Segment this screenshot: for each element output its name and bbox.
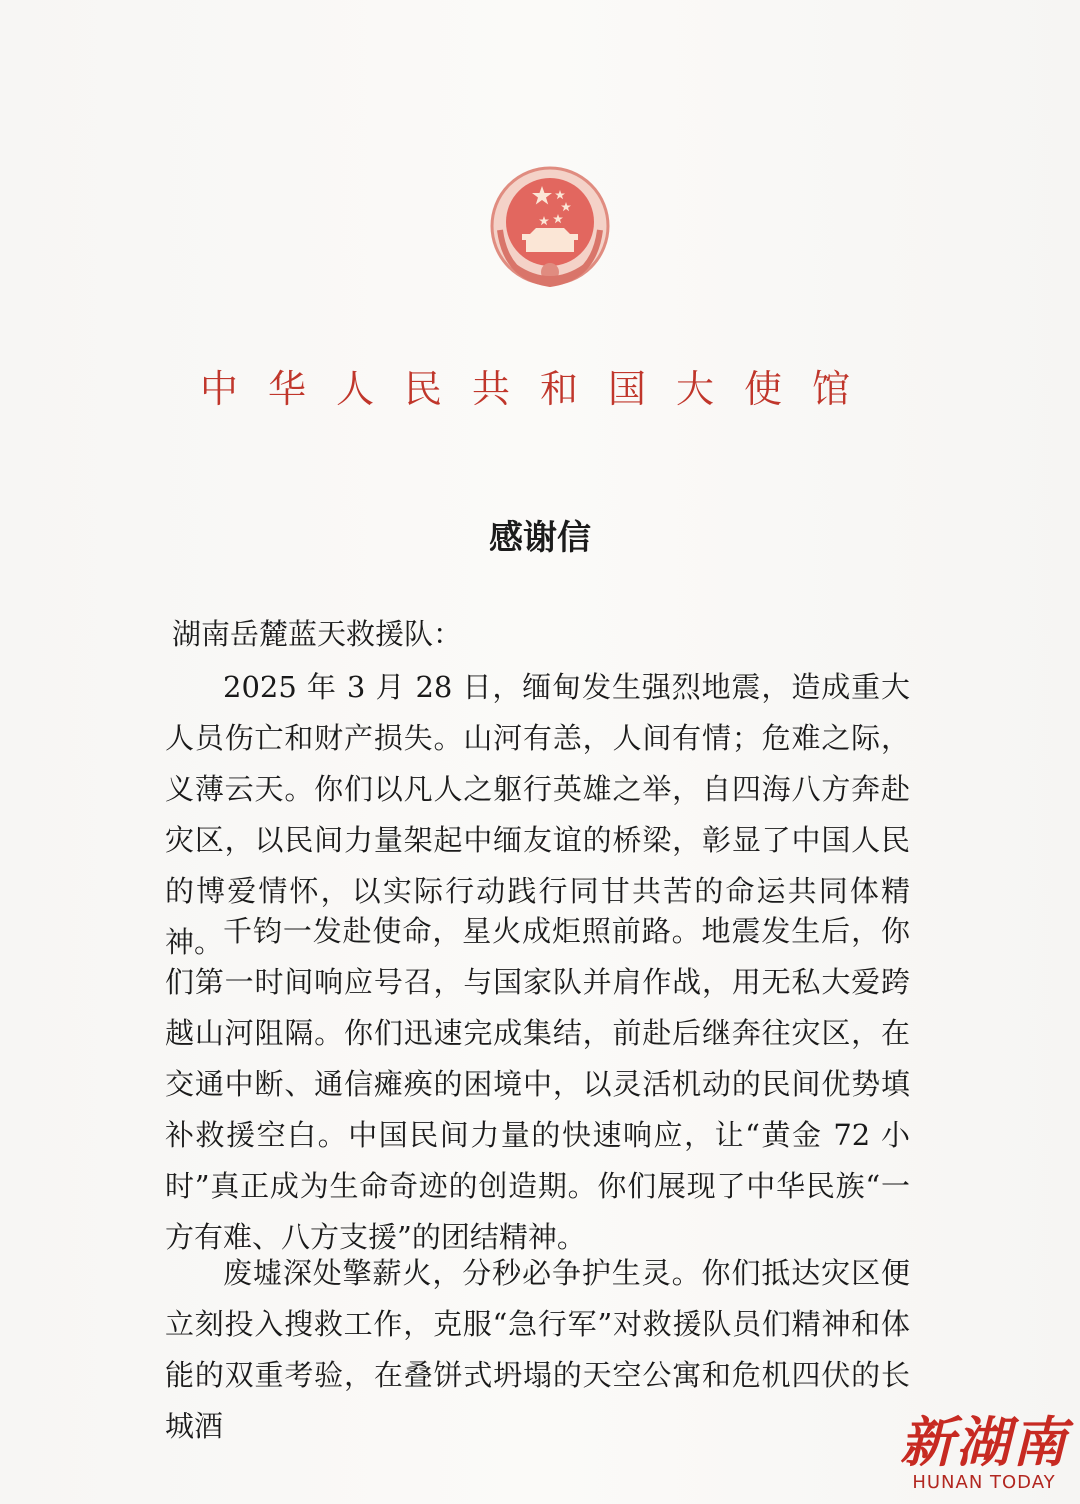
letter-paragraph-1: 2025 年 3 月 28 日，缅甸发生强烈地震，造成重大人员伤亡和财产损失。山河有恙，人间有情；危难之际，义薄云天。你们以凡人之躯行英雄之举，自四海八方奔赴灾区，以民间力量架起中缅友谊的桥梁，彰显了中国人民的博爱情怀，以实际行动践行同甘共苦的命运共同体精神。	[165, 670, 910, 959]
letter-salutation: 湖南岳麓蓝天救援队：	[172, 617, 463, 651]
national-emblem-icon	[486, 160, 614, 296]
letter-paragraph-3: 废墟深处擎薪火，分秒必争护生灵。你们抵达灾区便立刻投入搜救工作，克服“急行军”对救援队员们精神和体能的双重考验，在叠饼式坍塌的天空公寓和危机四伏的长城酒	[165, 1256, 910, 1443]
letter-paragraph-2: 千钧一发赴使命，星火成炬照前路。地震发生后，你们第一时间响应号召，与国家队并肩作战，用无私大爱跨越山河阻隔。你们迅速完成集结，前赴后继奔往灾区，在交通中断、通信瘫痪的困境中，以灵活机动的民间优势填补救援空白。中国民间力量的快速响应，让“黄金 72 小时”真正成为生命奇迹的创造期。你们展现了中华民族“一方有难、八方支援”的团结精神。	[165, 914, 910, 1254]
logo-cn-text: 新湖南	[900, 1410, 1068, 1474]
hunan-today-logo	[900, 1412, 1068, 1498]
logo-en-text: HUNAN TODAY	[912, 1472, 1056, 1493]
letter-title: 感谢信	[489, 518, 591, 558]
embassy-name: 中华人民共和国大使馆	[199, 367, 880, 411]
